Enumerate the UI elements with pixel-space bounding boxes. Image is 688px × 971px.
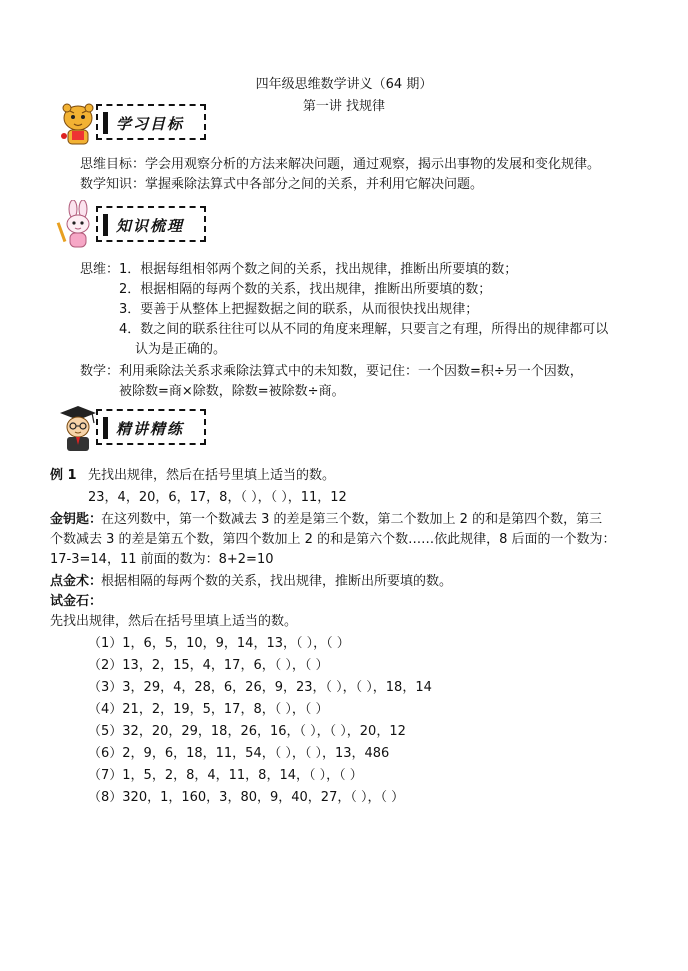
example-sequence: 23，4，20，6，17，8，（ ），（ ），11，12 bbox=[88, 490, 347, 505]
thinking-item-1: 1．根据每组相邻两个数之间的关系，找出规律，推断出所要填的数； bbox=[119, 262, 518, 277]
trial-label: 试金石： bbox=[50, 594, 103, 609]
thinking-item-4: 4．数之间的联系往往可以从不同的角度来理解，只要言之有理，所得出的规律都可以 bbox=[119, 322, 609, 337]
math-line-2: 被除数=商×除数，除数=被除数÷商。 bbox=[119, 384, 345, 399]
goal-line-math: 数学知识：掌握乘除法算式中各部分之间的关系，并利用它解决问题。 bbox=[80, 177, 484, 192]
math-line-1: 利用乘除法关系求乘除法算式中的未知数，要记住：一个因数=积÷另一个因数， bbox=[119, 364, 583, 379]
section-label: 学习目标 bbox=[116, 115, 185, 133]
section-practice-header bbox=[56, 403, 208, 453]
thinking-item-3: 3．要善于从整体上把握数据之间的联系，从而很快找出规律； bbox=[119, 302, 479, 317]
exercise-6: （6）2，9，6，18，11，54，（ ），（ ），13，486 bbox=[88, 746, 390, 761]
thinking-label: 思维： bbox=[80, 262, 120, 277]
math-label: 数学： bbox=[80, 364, 120, 379]
tiger-mascot-icon bbox=[56, 98, 100, 148]
key-line-3: 17-3=14，11 前面的数为：8+2=10 bbox=[50, 552, 274, 567]
section-label: 精讲精练 bbox=[116, 420, 185, 438]
key-label: 金钥匙： bbox=[50, 512, 103, 527]
graduate-mascot-icon bbox=[56, 403, 100, 453]
lesson-title: 第一讲 找规律 bbox=[302, 99, 386, 114]
exercise-1: （1）1，6，5，10，9，14，13，（ ），（ ） bbox=[88, 636, 350, 651]
example-label: 例 1 bbox=[50, 468, 77, 483]
tip-text: 根据相隔的每两个数的关系，找出规律，推断出所要填的数。 bbox=[101, 574, 453, 589]
thinking-item-2: 2．根据相隔的每两个数的关系，找出规律，推断出所要填的数； bbox=[119, 282, 492, 297]
section-label: 知识梳理 bbox=[116, 217, 185, 235]
rabbit-mascot-icon bbox=[56, 200, 100, 250]
goal-line-thinking: 思维目标：学会用观察分析的方法来解决问题，通过观察，揭示出事物的发展和变化规律。 bbox=[80, 157, 601, 172]
exercise-7: （7）1，5，2，8，4，11，8，14，（ ），（ ） bbox=[88, 768, 363, 783]
section-badge bbox=[96, 409, 206, 445]
exercise-4: （4）21，2，19，5，17，8，（ ），（ ） bbox=[88, 702, 329, 717]
exercise-3: （3）3，29，4，28，6，26，9，23，（ ），（ ），18，14 bbox=[88, 680, 432, 695]
exercise-2: （2）13，2，15，4，17，6，（ ），（ ） bbox=[88, 658, 329, 673]
example-instruction: 先找出规律，然后在括号里填上适当的数。 bbox=[88, 468, 336, 483]
section-knowledge-header bbox=[56, 200, 208, 250]
trial-instruction: 先找出规律，然后在括号里填上适当的数。 bbox=[50, 614, 298, 629]
tip-label: 点金术： bbox=[50, 574, 103, 589]
exercise-8: （8）320，1，160，3，80，9，40，27，（ ），（ ） bbox=[88, 790, 405, 805]
exercise-5: （5）32，20，29，18，26，16，（ ），（ ），20，12 bbox=[88, 724, 406, 739]
thinking-item-4-cont: 认为是正确的。 bbox=[135, 342, 227, 357]
section-badge bbox=[96, 104, 206, 140]
key-line-1: 在这列数中，第一个数减去 3 的差是第三个数，第二个数加上 2 的和是第四个数，第三 bbox=[101, 512, 603, 527]
key-line-2: 个数减去 3 的差是第五个数，第四个数加上 2 的和是第六个数……依此规律，8 后面的一个数为： bbox=[50, 532, 616, 547]
section-goals-header bbox=[56, 98, 208, 148]
page-title: 四年级思维数学讲义（64 期） bbox=[255, 77, 433, 92]
section-badge bbox=[96, 206, 206, 242]
